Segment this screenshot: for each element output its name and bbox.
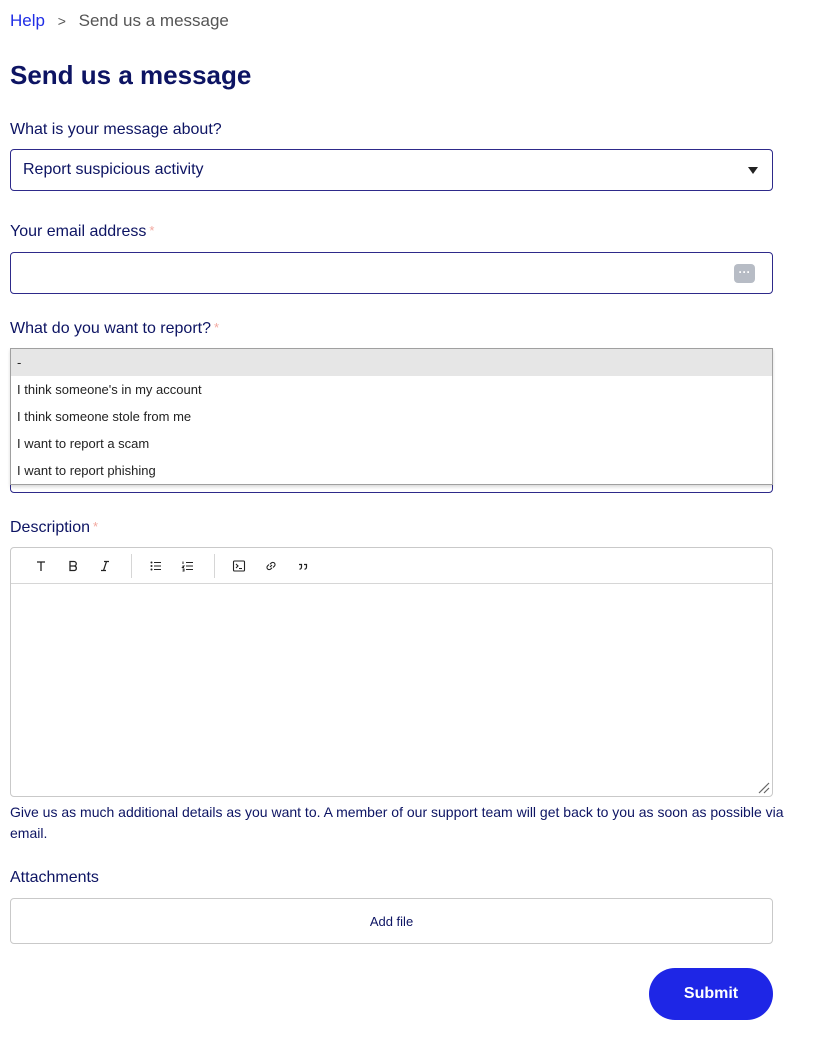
toolbar-divider [214, 554, 215, 578]
submit-button[interactable]: Submit [649, 968, 773, 1020]
required-asterisk: * [93, 519, 99, 534]
report-option[interactable]: I think someone's in my account [17, 382, 202, 397]
italic-icon[interactable] [91, 552, 119, 580]
chevron-down-icon [748, 167, 758, 174]
report-label [10, 320, 219, 338]
email-field[interactable] [10, 252, 773, 294]
breadcrumb-current: Send us a message [78, 11, 229, 30]
topic-select[interactable] [10, 149, 773, 191]
numbered-list-icon[interactable] [174, 552, 202, 580]
text-style-icon[interactable] [27, 552, 55, 580]
description-editor[interactable] [10, 547, 773, 797]
resize-handle-icon[interactable] [756, 780, 770, 794]
email-label-text: Your email address [10, 223, 147, 240]
report-option[interactable]: I think someone stole from me [17, 409, 192, 424]
description-label-text: Description [10, 519, 91, 536]
breadcrumb-help-link[interactable]: Help [10, 11, 45, 30]
code-icon[interactable] [225, 552, 253, 580]
topic-label: What is your message about? [10, 121, 222, 138]
toolbar-divider [131, 554, 132, 578]
email-label [10, 223, 154, 241]
breadcrumb-separator: > [57, 13, 66, 29]
description-label [10, 519, 98, 537]
topic-select-value: Report suspicious activity [23, 161, 204, 178]
password-manager-icon[interactable]: ··· [734, 264, 755, 283]
attachments-label: Attachments [10, 869, 99, 886]
report-options-listbox[interactable] [10, 348, 773, 485]
breadcrumb [10, 11, 229, 31]
required-asterisk: * [149, 223, 155, 238]
add-file-button[interactable]: Add file [10, 898, 773, 944]
editor-toolbar [11, 548, 772, 584]
quote-icon[interactable] [289, 552, 317, 580]
description-hint: Give us as much additional details as you want to. A member of our support team will get back to you as soon as possible via email. [10, 804, 784, 841]
report-label-text: What do you want to report? [10, 320, 211, 337]
page-title: Send us a message [10, 60, 252, 90]
link-icon[interactable] [257, 552, 285, 580]
bold-icon[interactable] [59, 552, 87, 580]
required-asterisk: * [214, 320, 220, 335]
bullet-list-icon[interactable] [142, 552, 170, 580]
report-option[interactable]: I want to report phishing [17, 463, 156, 478]
report-option[interactable]: - [11, 349, 772, 376]
report-option[interactable]: I want to report a scam [17, 436, 150, 451]
